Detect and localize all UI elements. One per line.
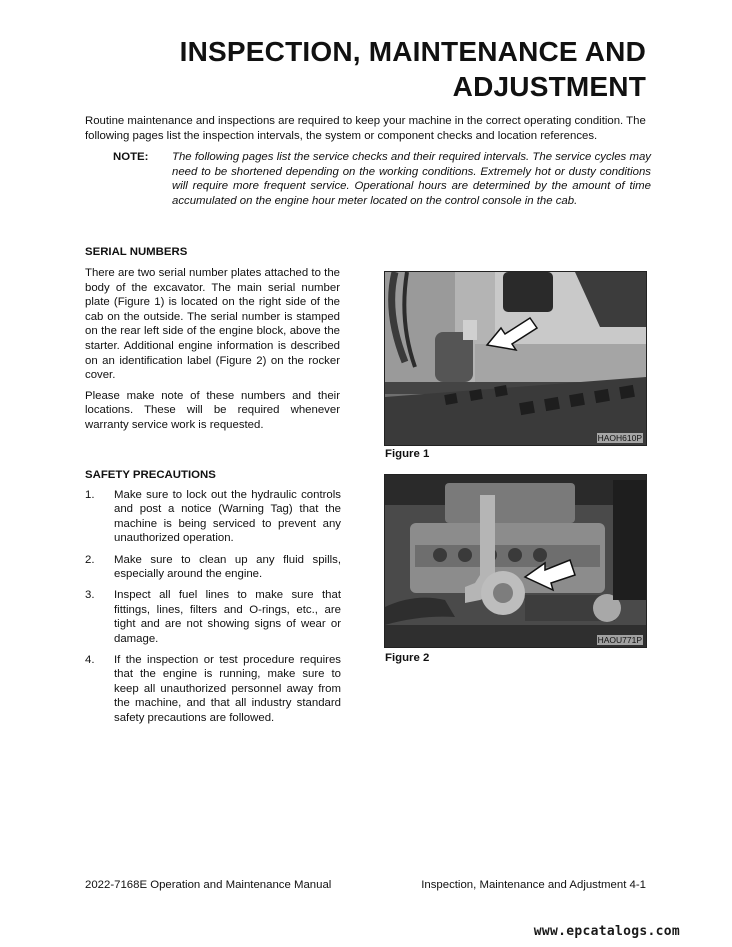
figure-1-caption: Figure 1 <box>385 448 430 460</box>
excavator-cab-image <box>385 272 646 445</box>
safety-precautions-heading: SAFETY PRECAUTIONS <box>85 469 216 481</box>
serial-numbers-paragraph-2: Please make note of these numbers and their locations. These will be required whenever warranty service work is requested. <box>85 389 340 431</box>
intro-paragraph: Routine maintenance and inspections are required to keep your machine in the correct operating condition. The following pages list the inspection intervals, the system or component checks and location references. <box>85 115 646 142</box>
figure-1-photo <box>384 271 647 446</box>
serial-numbers-section <box>85 266 340 439</box>
list-item-number: 4. <box>85 654 95 667</box>
list-item-number: 3. <box>85 589 95 602</box>
page-title-line-2: ADJUSTMENT <box>452 71 646 102</box>
engine-image <box>385 475 646 647</box>
serial-numbers-heading: SERIAL NUMBERS <box>85 246 188 258</box>
list-item <box>85 653 341 725</box>
list-item-text: Inspect all fuel lines to make sure that fittings, lines, filters and O-rings, etc., are tight and are not showing signs of wear or damage. <box>114 589 341 645</box>
list-item <box>85 488 341 546</box>
serial-numbers-paragraph-1: There are two serial number plates attached to the body of the excavator. The main serial number plate (Figure 1) is located on the right side of the cab on the outside. The serial number is stamped on the rear left side of the engine block, above the starter. Additional engine information is described on an identification label (Figure 2) on the rocker cover. <box>85 267 340 382</box>
note-block <box>113 150 651 208</box>
note-label: NOTE: <box>113 151 149 163</box>
page-title <box>86 34 646 104</box>
page-title-line-1: INSPECTION, MAINTENANCE AND <box>179 36 646 67</box>
list-item <box>85 553 341 582</box>
safety-precautions-list <box>85 488 341 732</box>
list-item-number: 2. <box>85 553 95 566</box>
figure-2-caption: Figure 2 <box>385 652 430 664</box>
note-text: The following pages list the service checks and their required intervals. The service cycles may need to be shortened depending on the working conditions. Extremely hot or dusty conditions will require more frequent service. Operational hours are determined by the amount of time accumulated on the engine hour meter located on the control console in the cab. <box>172 151 651 207</box>
footer-manual-title: 2022-7168E Operation and Maintenance Manual <box>85 879 332 891</box>
list-item-text: If the inspection or test procedure requires that the engine is running, make sure to keep all unauthorized personnel away from the machine, and that all industry standard safety precautions are followed. <box>114 654 341 724</box>
figure-2-code: HAOU771P <box>597 635 642 645</box>
list-item-text: Make sure to clean up any fluid spills, especially around the engine. <box>114 553 341 581</box>
list-item-text: Make sure to lock out the hydraulic controls and post a notice (Warning Tag) that the machine is being serviced to prevent any unauthorized operation. <box>114 489 341 545</box>
footer-section-page: Inspection, Maintenance and Adjustment 4-1 <box>421 879 646 891</box>
figure-2-photo <box>384 474 647 648</box>
list-item-number: 1. <box>85 489 95 501</box>
watermark: www.epcatalogs.com <box>533 924 680 939</box>
figure-1-code: HAOH610P <box>597 433 642 443</box>
list-item <box>85 588 341 646</box>
